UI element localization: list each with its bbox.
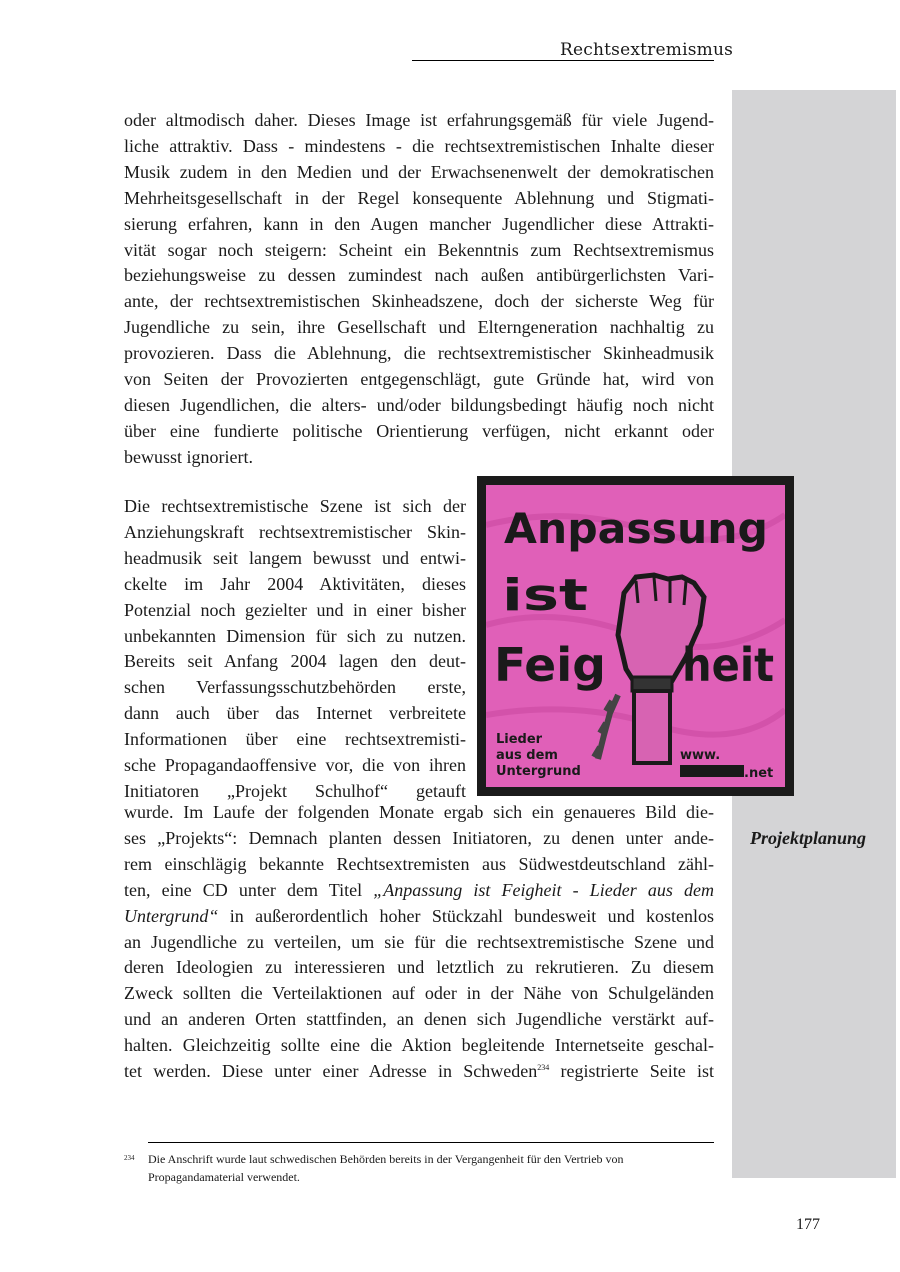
text-line: provozieren. Dass die Ablehnung, die rechtsextremistischer Skinheadmusik: [124, 343, 714, 364]
header-rule: [412, 60, 714, 61]
text-line: Bereits seit Anfang 2004 lagen den deut-: [124, 651, 466, 672]
footnote-text: Die Anschrift wurde laut schwedischen Behörden bereits in der Vergangenheit für den Vertrieb von Propagandamaterial verwendet.: [148, 1152, 624, 1184]
paragraph-2: [124, 494, 466, 805]
text-line: deren Ideologien zu interessieren und letztlich zu rekrutieren. Zu diesem: [124, 957, 714, 978]
text-line: [124, 1059, 714, 1085]
text-fragment: tet werden. Diese unter einer Adresse in Schweden: [124, 1061, 538, 1082]
cover-sub-3: Untergrund: [496, 764, 581, 779]
text-line: schen Verfassungsschutzbehörden erste,: [124, 677, 466, 698]
text-line: von Seiten der Provozierten entgegenschlägt, gute Gründe hat, wird von: [124, 369, 714, 390]
text-line: Initiatoren „Projekt Schulhof“ getauft: [124, 780, 466, 801]
text-line: Musik zudem in den Medien und der Erwachsenenwelt der demokratischen: [124, 161, 714, 182]
cover-title-line1: Anpassung: [504, 504, 768, 553]
text-line: Jugendliche zu sein, ihre Gesellschaft und Elterngeneration nachhaltig zu: [124, 317, 714, 338]
text-line: Informationen über eine rechtsextremisti-: [124, 729, 466, 750]
cover-url-redaction: [680, 765, 744, 777]
text-line: sierung erfahren, kann in den Augen mancher Jugendlicher diese Attrakti-: [124, 213, 714, 234]
margin-note: Projektplanung: [750, 828, 867, 848]
cd-title-italic: „Anpassung ist Feigheit - Lieder aus dem: [373, 879, 714, 900]
paragraph-1: [124, 108, 714, 471]
cover-title-line3a: Feig: [494, 638, 606, 692]
text-line: Mehrheitsgesellschaft in der Regel konsequente Ablehnung und Stigmati-: [124, 187, 714, 208]
text-line: unbekannten Dimension für sich zu nutzen.: [124, 625, 466, 646]
footnote-reference[interactable]: 234: [537, 1063, 550, 1073]
text-line: [124, 878, 714, 904]
text-line: headmusik seit langem bewusst und entwi-: [124, 547, 466, 568]
cd-title-italic: Untergrund“: [124, 905, 219, 926]
text-fragment: ten, eine CD unter dem Titel: [124, 879, 374, 900]
text-line: und an anderen Orten stattfinden, an denen sich Jugendliche verstärkt auf-: [124, 1009, 714, 1030]
running-header: Rechtsextremismus: [560, 40, 734, 60]
footnote-rule: [148, 1142, 714, 1143]
cover-title-line2: ist: [502, 570, 588, 621]
text-line: [124, 904, 714, 930]
text-line: Potenzial noch gezielter und in einer bisher: [124, 599, 466, 620]
text-line: Die rechtsextremistische Szene ist sich der: [124, 496, 466, 516]
text-line: beziehungsweise zu dessen zumindest nach außen antibürgerlichsten Vari-: [124, 265, 714, 286]
footnote-mark: 234: [124, 1154, 135, 1162]
cover-title-line3b: heit: [682, 638, 774, 692]
text-line: vität sogar noch steigern: Scheint ein Bekenntnis zum Rechtsextremismus: [124, 239, 714, 260]
cd-cover-image: [477, 476, 794, 796]
text-fragment: in außerordentlich hoher Stückzahl bundesweit und kostenlos: [218, 905, 714, 926]
text-line: liche attraktiv. Dass - mindestens - die rechtsextremistischen Inhalte dieser: [124, 135, 714, 156]
text-line: Anziehungskraft rechtsextremistischer Skin-: [124, 521, 466, 542]
text-line: halten. Gleichzeitig sollte eine die Aktion begleitende Internetseite geschal-: [124, 1035, 714, 1056]
footnote: [124, 1150, 714, 1186]
text-line: rem einschlägig bekannte Rechtsextremisten aus Südwestdeutschland zähl-: [124, 853, 714, 874]
text-line: bewusst ignoriert.: [124, 446, 253, 467]
cover-url-1: www.: [680, 748, 721, 763]
text-line: dann auch über das Internet verbreitete: [124, 703, 466, 724]
paragraph-3: [124, 800, 714, 1085]
text-line: sche Propagandaoffensive vor, die von ihren: [124, 755, 466, 776]
text-fragment: registrierte Seite ist: [549, 1061, 714, 1082]
text-line: wurde. Im Laufe der folgenden Monate ergab sich ein genaueres Bild die-: [124, 802, 714, 822]
text-line: ante, der rechtsextremistischen Skinheadszene, doch der sicherste Weg für: [124, 291, 714, 312]
text-line: diesen Jugendlichen, die alters- und/oder bildungsbedingt häufig noch nicht: [124, 394, 714, 415]
text-line: ses „Projekts“: Demnach planten dessen Initiatoren, zu denen unter ande-: [124, 827, 714, 848]
cd-cover-art: [486, 485, 785, 787]
cover-sub-1: Lieder: [496, 732, 543, 747]
text-line: über eine fundierte politische Orientierung verfügen, nicht erkannt oder: [124, 420, 714, 441]
cover-url-2: .net: [744, 766, 774, 781]
text-line: oder altmodisch daher. Dieses Image ist erfahrungsgemäß für viele Jugend-: [124, 110, 714, 130]
text-line: Zweck sollten die Verteilaktionen auf oder in der Nähe von Schulgeländen: [124, 983, 714, 1004]
page-number: 177: [796, 1216, 820, 1233]
cover-sub-2: aus dem: [496, 748, 558, 763]
text-line: ckelte im Jahr 2004 Aktivitäten, dieses: [124, 573, 466, 594]
text-line: an Jugendliche zu verteilen, um sie für die rechtsextremistische Szene und: [124, 931, 714, 952]
